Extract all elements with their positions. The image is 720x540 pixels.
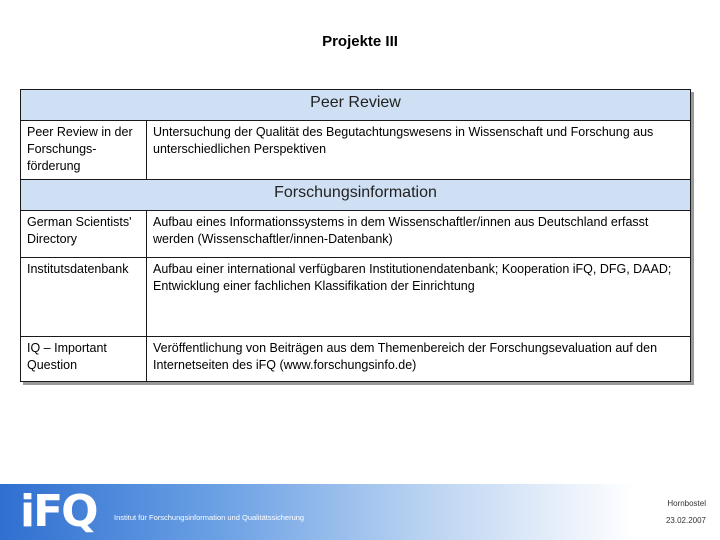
section-heading: Forschungsinformation [21, 180, 691, 211]
slide-title: Projekte III [322, 33, 398, 50]
footer-band [0, 484, 720, 540]
section-header-row [21, 90, 691, 121]
table-row [21, 121, 691, 180]
project-name: German Scientists' Directory [21, 211, 147, 258]
project-name: Peer Review in der Forschungs-förderung [21, 121, 147, 180]
institute-name: Institut für Forschungsinformation und Qualitätssicherung [114, 513, 305, 522]
section-header-row [21, 180, 691, 211]
slide-date: 23.02.2007 [665, 516, 706, 525]
table-row [21, 211, 691, 258]
project-name: Institutsdatenbank [21, 258, 147, 337]
ifq-logo: iFQ [20, 486, 97, 537]
project-description: Aufbau einer international verfügbaren Institutionendatenbank; Kooperation iFQ, DFG, DAAD; Entwicklung einer fachlichen Klassifikation der Einrichtung [147, 258, 691, 337]
author-name: Hornbostel [667, 499, 706, 508]
table-row [21, 337, 691, 382]
project-description: Aufbau eines Informationssystems in dem Wissenschaftler/innen aus Deutschland erfasst werden (Wissenschaftler/innen-Datenbank) [147, 211, 691, 258]
table-row [21, 258, 691, 337]
projects-table [20, 89, 691, 382]
project-name: IQ – Important Question [21, 337, 147, 382]
project-description: Veröffentlichung von Beiträgen aus dem Themenbereich der Forschungsevaluation auf den Internetseiten des iFQ (www.forschungsinfo.de) [147, 337, 691, 382]
project-description: Untersuchung der Qualität des Begutachtungswesens in Wissenschaft und Forschung aus unterschiedlichen Perspektiven [147, 121, 691, 180]
section-heading: Peer Review [21, 90, 691, 121]
